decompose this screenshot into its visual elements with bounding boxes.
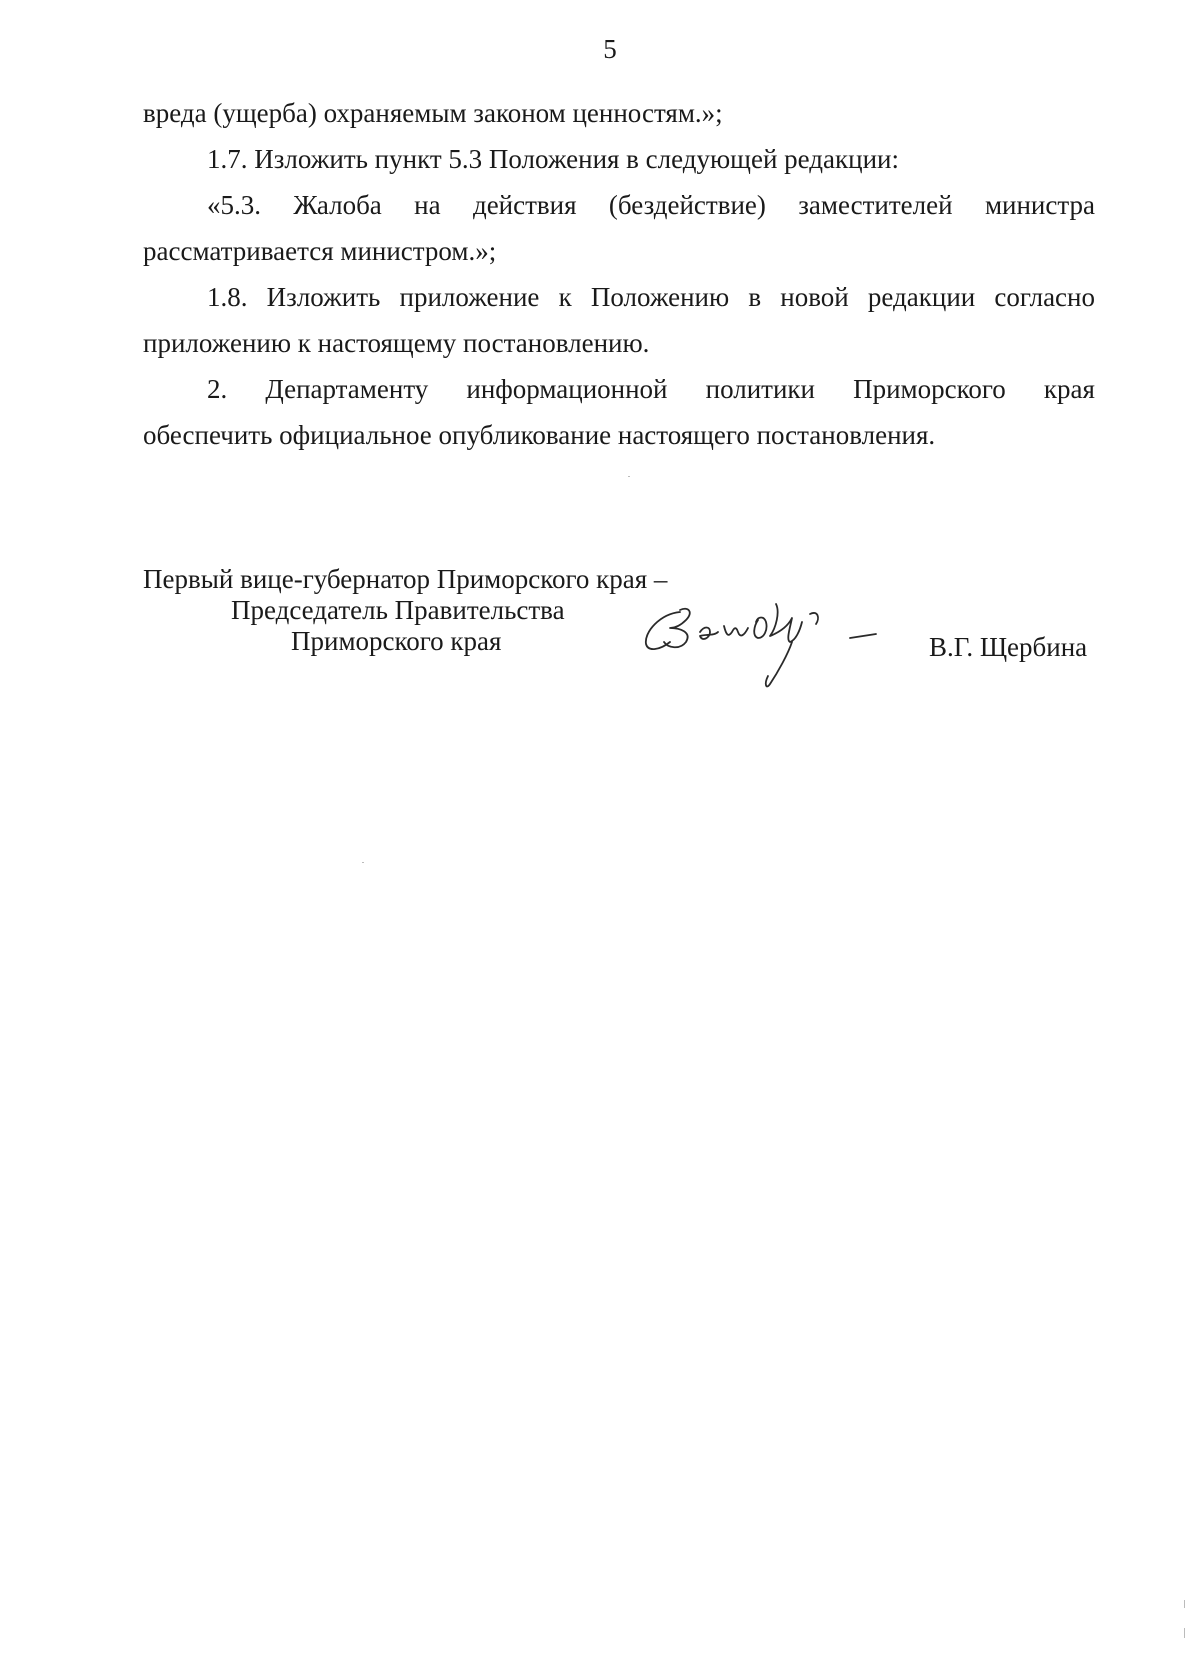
word: Департаменту [265,374,429,404]
text-line-5 [143,274,1095,320]
scan-speck [362,862,364,863]
word: информационной [466,374,668,404]
word: Жалоба [293,190,382,220]
handwritten-signature [640,592,910,697]
scan-speck [1184,1600,1185,1608]
word: к [558,282,572,312]
word: на [414,190,441,220]
word: политики [705,374,815,404]
text-line-7 [143,366,1095,412]
position-line-2: Председатель Правительства [231,595,565,625]
word: согласно [994,282,1095,312]
text-line-1: вреда (ущерба) охраняемым законом ценностям.»; [143,98,723,128]
word: «5.3. [207,190,261,220]
text-line-8: обеспечить официальное опубликование настоящего постановления. [143,420,936,450]
word: новой [780,282,849,312]
word: 1.8. [207,282,248,312]
text-line-2: 1.7. Изложить пункт 5.3 Положения в следующей редакции: [207,144,899,174]
word: 2. [207,374,228,404]
scan-speck [628,476,630,477]
word: Приморского [853,374,1006,404]
word: заместителей [798,190,953,220]
text-line-4: рассматривается министром.»; [143,236,497,266]
word: приложение [399,282,540,312]
word: в [748,282,762,312]
scan-speck [1184,1628,1185,1638]
word: редакции [867,282,976,312]
text-line-3 [143,182,1095,228]
word: Изложить [266,282,381,312]
word: Положению [590,282,730,312]
text-line-6: приложению к настоящему постановлению. [143,328,650,358]
signatory-position [143,564,667,657]
document-body [143,90,1095,458]
signer-name: В.Г. Щербина [929,632,1088,662]
position-line-1: Первый вице-губернатор Приморского края – [143,564,668,594]
position-line-3: Приморского края [291,626,502,656]
word: (бездействие) [608,190,766,220]
word: действия [472,190,577,220]
word: края [1043,374,1095,404]
word: министра [984,190,1095,220]
page-number: 5 [603,34,617,64]
